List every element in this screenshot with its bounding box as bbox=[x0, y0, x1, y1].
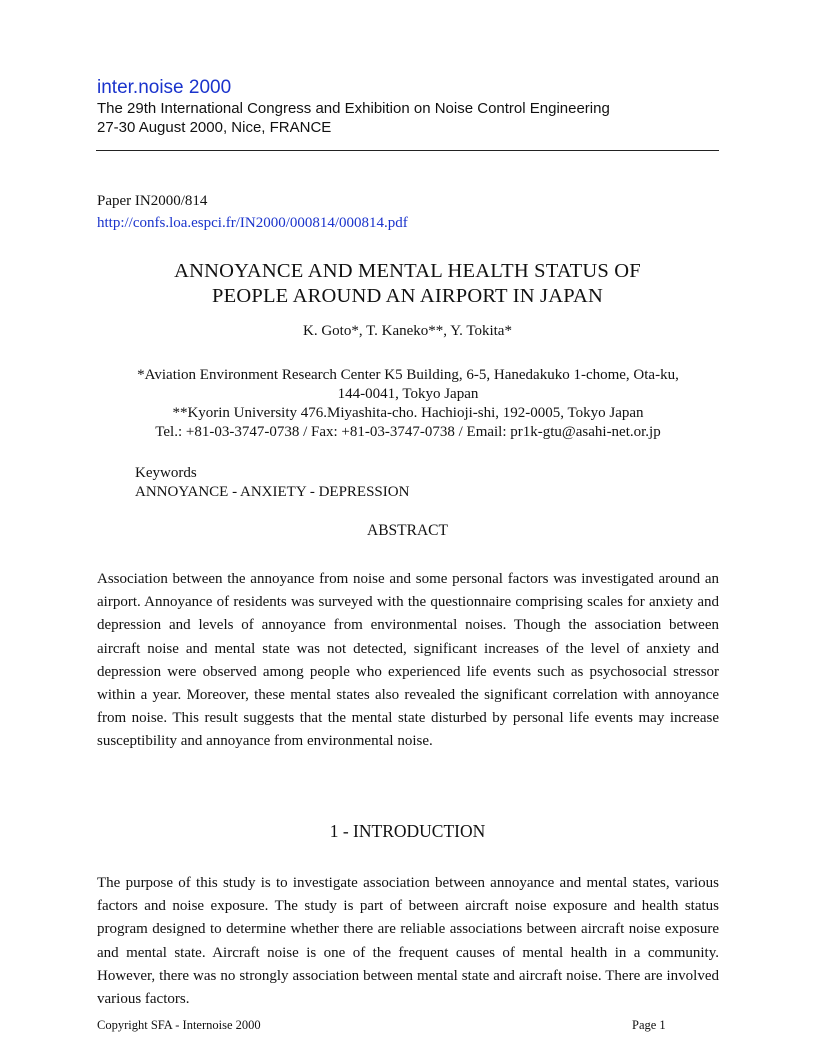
title-line-2: PEOPLE AROUND AN AIRPORT IN JAPAN bbox=[212, 285, 603, 307]
abstract-body: Association between the annoyance from noise and some personal factors was investigated around an airport. Annoyance of residents was surveyed with the questionnaire comprising scales for anxiety and depression and levels of annoyance from environmental noises. Though the association between aircraft noise and mental state was not detected, significant increases of the level of anxiety and depression were observed among people who experienced life events such as psychosocial stressor within a year. Moreover, these mental states also revealed the significant correlation with annoyance from noise. This result suggests that the mental state disturbed by personal life events may increase susceptibility and annoyance from environmental noise. bbox=[97, 571, 719, 750]
conference-dates: 27-30 August 2000, Nice, FRANCE bbox=[97, 119, 332, 136]
footer-copyright: Copyright SFA - Internoise 2000 bbox=[97, 1018, 261, 1032]
abstract-heading: ABSTRACT bbox=[367, 522, 448, 539]
authors: K. Goto*, T. Kaneko**, Y. Tokita* bbox=[303, 323, 512, 339]
contact-line: Tel.: +81-03-3747-0738 / Fax: +81-03-3747-0738 / Email: pr1k-gtu@asahi-net.or.jp bbox=[155, 424, 661, 440]
conference-name: inter.noise 2000 bbox=[97, 77, 232, 98]
header-divider bbox=[96, 150, 719, 151]
affiliation-line-2: 144-0041, Tokyo Japan bbox=[337, 386, 479, 402]
affiliation-line-3: **Kyorin University 476.Miyashita-cho. Hachioji-shi, 192-0005, Tokyo Japan bbox=[172, 405, 644, 421]
affiliation-line-1: *Aviation Environment Research Center K5 Building, 6-5, Hanedakuko 1-chome, Ota-ku, bbox=[137, 367, 679, 383]
title-line-1: ANNOYANCE AND MENTAL HEALTH STATUS OF bbox=[174, 260, 641, 282]
keywords-list: ANNOYANCE - ANXIETY - DEPRESSION bbox=[135, 484, 410, 500]
keywords-heading: Keywords bbox=[135, 465, 197, 481]
paper-url-link[interactable]: http://confs.loa.espci.fr/IN2000/000814/000814.pdf bbox=[97, 215, 408, 231]
affiliations bbox=[80, 366, 736, 442]
introduction-body: The purpose of this study is to investigate association between annoyance and mental states, various factors and noise exposure. The study is part of between aircraft noise exposure and health status program designed to determine whether there are reliable associations between aircraft noise exposure and mental state. Aircraft noise is one of the frequent causes of mental health in a community. However, there was no strongly association between mental state and aircraft noise. There are involved various factors. bbox=[97, 875, 719, 1008]
paper-title bbox=[96, 259, 719, 309]
footer-page-number: Page 1 bbox=[632, 1018, 666, 1032]
conference-subtitle: The 29th International Congress and Exhibition on Noise Control Engineering bbox=[97, 100, 610, 117]
paper-id: Paper IN2000/814 bbox=[97, 193, 208, 209]
introduction-heading: 1 - INTRODUCTION bbox=[329, 821, 486, 841]
